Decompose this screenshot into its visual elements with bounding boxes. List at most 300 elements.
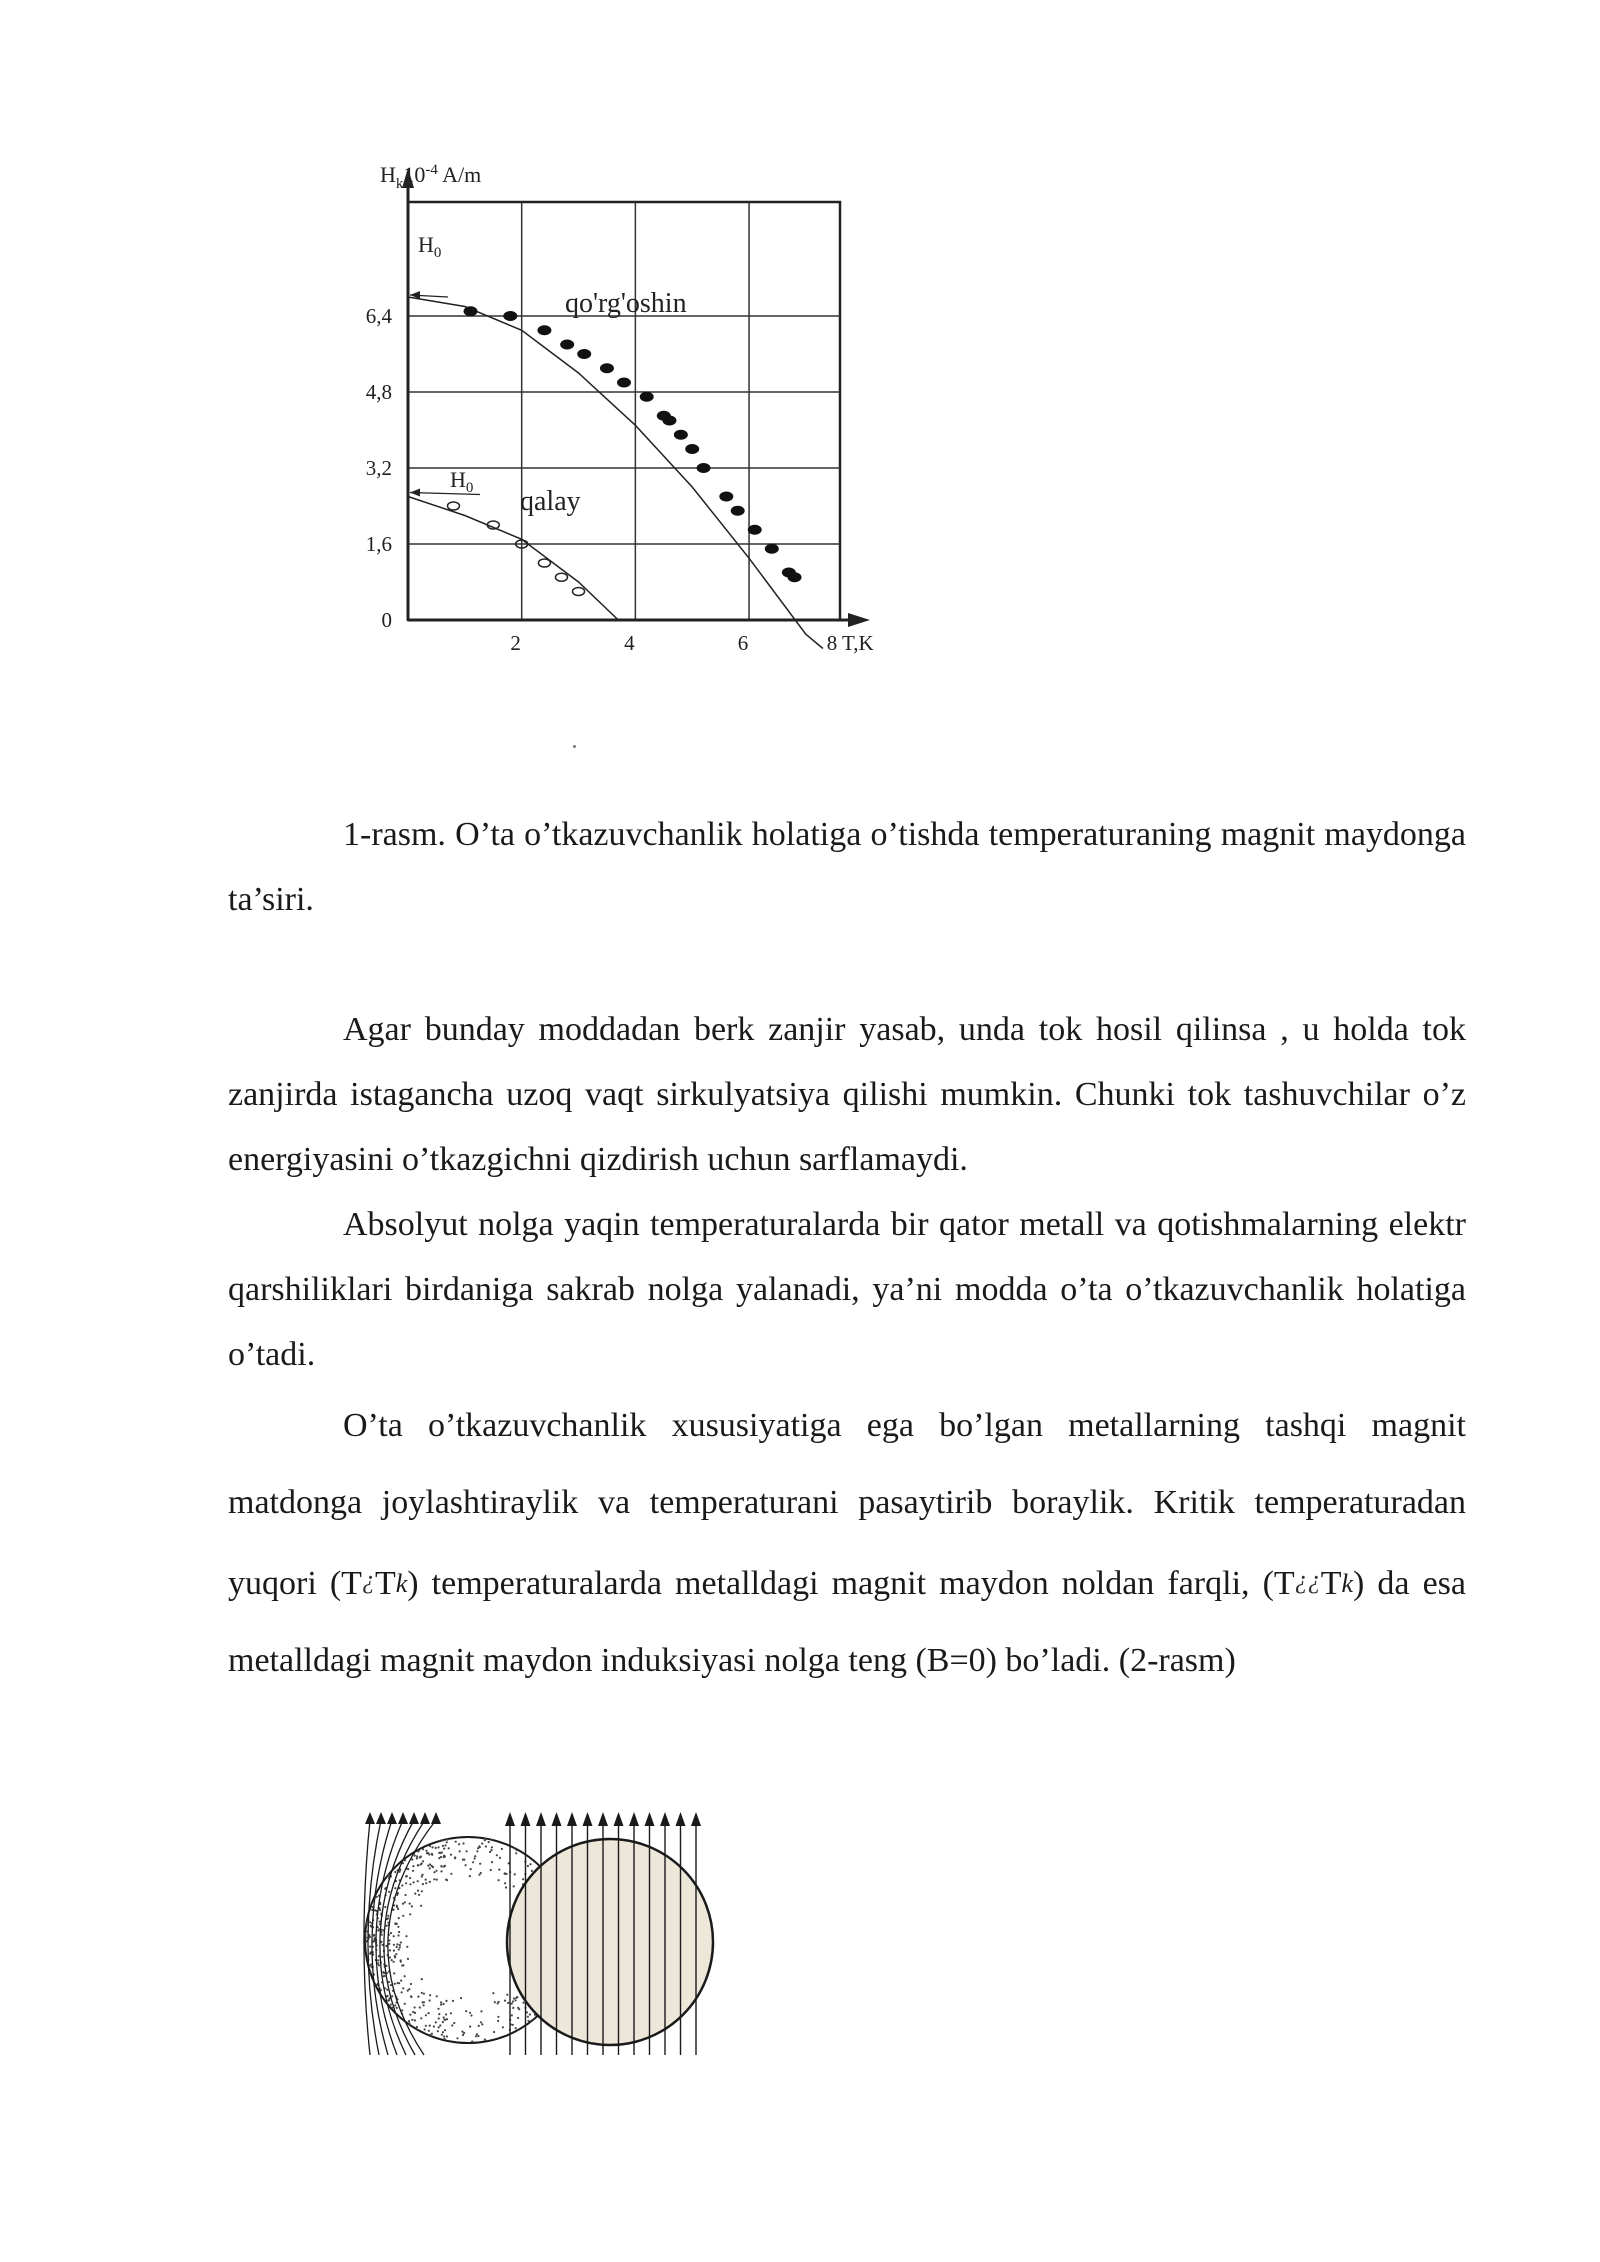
stipple-dot xyxy=(443,2036,445,2038)
field-arrow xyxy=(521,1812,531,1826)
stipple-dot xyxy=(390,2004,392,2006)
stipple-dot xyxy=(438,2026,440,2028)
stipple-dot xyxy=(445,1879,447,1881)
data-point-open xyxy=(555,573,567,581)
series-label-tin: qalay xyxy=(520,486,581,517)
stipple-dot xyxy=(462,2034,464,2036)
stipple-dot xyxy=(410,1996,412,1998)
stipple-dot xyxy=(438,2017,440,2019)
stipple-dot xyxy=(407,1868,409,1870)
stipple-dot xyxy=(507,2002,509,2004)
stipple-dot xyxy=(417,1864,419,1866)
stipple-dot xyxy=(404,1901,406,1903)
stipple-dot xyxy=(412,1870,414,1872)
stipple-dot xyxy=(424,2028,426,2030)
stipple-dot xyxy=(388,1939,390,1941)
stipple-dot xyxy=(421,1992,423,1994)
stipple-dot xyxy=(402,1915,404,1917)
data-point-filled xyxy=(697,463,711,473)
stipple-dot xyxy=(527,2016,529,2018)
stipple-dot xyxy=(513,1847,515,1849)
field-arrow xyxy=(645,1812,655,1826)
stipple-dot xyxy=(412,1865,414,1867)
figure-1-caption xyxy=(228,802,1466,932)
field-arrow xyxy=(505,1812,515,1826)
stipple-dot xyxy=(506,1994,508,1996)
series-curve xyxy=(408,297,823,649)
stipple-dot xyxy=(476,2033,478,2035)
stipple-dot xyxy=(413,1881,415,1883)
stipple-dot xyxy=(395,1953,397,1955)
stipple-dot xyxy=(397,1926,399,1928)
stipple-dot xyxy=(402,1903,404,1905)
stipple-dot xyxy=(412,2011,414,2013)
stipple-dot xyxy=(425,1850,427,1852)
stipple-dot xyxy=(478,2025,480,2027)
stipple-dot xyxy=(405,1935,407,1937)
data-point-filled xyxy=(503,311,517,321)
stipple-dot xyxy=(423,2001,425,2003)
stipple-dot xyxy=(397,1892,399,1894)
stipple-dot xyxy=(429,1845,431,1847)
stipple-dot xyxy=(443,2019,445,2021)
stipple-dot xyxy=(452,2000,454,2002)
stipple-dot xyxy=(442,1845,444,1847)
stipple-dot xyxy=(409,1903,411,1905)
stipple-dot xyxy=(369,1971,371,1973)
stipple-dot xyxy=(388,1891,390,1893)
stipple-dot xyxy=(421,1890,423,1892)
figure-1-chart xyxy=(350,160,910,670)
stipple-dot xyxy=(377,1962,379,1964)
stipple-dot xyxy=(474,1857,476,1859)
data-point-filled xyxy=(617,378,631,388)
stray-dot xyxy=(573,745,576,748)
stipple-dot xyxy=(365,1937,367,1939)
data-point-filled xyxy=(464,306,478,316)
stipple-dot xyxy=(381,1934,383,1936)
stipple-dot xyxy=(425,2014,427,2016)
stipple-dot xyxy=(394,1922,396,1924)
paragraph-2: Absolyut nolga yaqin temperaturalarda bir qator metall va qotishmalarning elektr qarshiliklari birdaniga sakrab nolga yalanadi, ya’ni modda o’ta o’tkazuvchanlik holatiga o’tadi. xyxy=(228,1206,1466,1373)
stipple-dot xyxy=(373,1935,375,1937)
stipple-dot xyxy=(423,2004,425,2006)
paragraph-3 xyxy=(228,1387,1466,1699)
stipple-dot xyxy=(484,1838,486,1840)
field-arrow xyxy=(431,1812,441,1824)
stipple-dot xyxy=(491,1861,493,1863)
stipple-dot xyxy=(404,1859,406,1861)
stipple-dot xyxy=(397,1934,399,1936)
stipple-dot xyxy=(491,1839,493,1841)
stipple-dot xyxy=(390,1932,392,1934)
stipple-dot xyxy=(393,1935,395,1937)
stipple-dot xyxy=(501,1848,503,1850)
stipple-dot xyxy=(369,1946,371,1948)
stipple-dot xyxy=(522,1878,524,1880)
stipple-dot xyxy=(444,1855,446,1857)
data-point-filled xyxy=(731,506,745,516)
stipple-dot xyxy=(448,1847,450,1849)
stipple-dot xyxy=(396,1943,398,1945)
stipple-dot xyxy=(512,2024,514,2026)
stipple-dot xyxy=(514,1873,516,1875)
stipple-dot xyxy=(411,2019,413,2021)
stipple-dot xyxy=(531,1870,533,1872)
stipple-dot xyxy=(400,1941,402,1943)
stipple-dot xyxy=(494,2001,496,2003)
stipple-dot xyxy=(446,2018,448,2020)
data-point-filled xyxy=(640,392,654,402)
stipple-dot xyxy=(465,1864,467,1866)
stipple-dot xyxy=(414,1893,416,1895)
stipple-dot xyxy=(476,1850,478,1852)
stipple-dot xyxy=(477,1847,479,1849)
field-arrow xyxy=(583,1812,593,1826)
stipple-dot xyxy=(398,1917,400,1919)
stipple-dot xyxy=(470,1868,472,1870)
x-tick-label: 2 xyxy=(510,631,521,655)
stipple-dot xyxy=(420,2017,422,2019)
stipple-dot xyxy=(481,1842,483,1844)
stipple-dot xyxy=(513,1885,515,1887)
y-tick-label: 1,6 xyxy=(365,532,392,556)
stipple-dot xyxy=(387,1874,389,1876)
stipple-dot xyxy=(431,1853,433,1855)
stipple-dot xyxy=(479,1863,481,1865)
stipple-dot xyxy=(410,1983,412,1985)
stipple-dot xyxy=(409,1877,411,1879)
stipple-dot xyxy=(394,1871,396,1873)
stipple-dot xyxy=(488,1841,490,1843)
data-point-filled xyxy=(577,349,591,359)
data-point-filled xyxy=(662,416,676,426)
stipple-dot xyxy=(416,2026,418,2028)
stipple-dot xyxy=(428,2012,430,2014)
stipple-dot xyxy=(384,1906,386,1908)
stipple-dot xyxy=(450,2012,452,2014)
stipple-dot xyxy=(465,2010,467,2012)
stipple-dot xyxy=(382,1971,384,1973)
stipple-dot xyxy=(408,2022,410,2024)
stipple-dot xyxy=(407,1990,409,1992)
stipple-dot xyxy=(398,1948,400,1950)
stipple-dot xyxy=(512,2007,514,2009)
stipple-dot xyxy=(438,1852,440,1854)
stipple-dot xyxy=(416,1855,418,1857)
stipple-dot xyxy=(418,1894,420,1896)
garbled-symbol-1: ¿ xyxy=(361,1565,375,1594)
stipple-dot xyxy=(436,1995,438,1997)
stipple-dot xyxy=(446,1839,448,1841)
stipple-dot xyxy=(389,1956,391,1958)
stipple-dot xyxy=(450,1873,452,1875)
x-tick-label: 6 xyxy=(737,631,749,655)
stipple-dot xyxy=(435,1870,437,1872)
stipple-dot xyxy=(414,2006,416,2008)
data-point-filled xyxy=(719,492,733,502)
stipple-dot xyxy=(444,2038,446,2040)
stipple-dot xyxy=(515,2027,517,2029)
stipple-dot xyxy=(399,1946,401,1948)
field-arrow xyxy=(398,1812,408,1824)
stipple-dot xyxy=(437,2008,439,2010)
body-text xyxy=(228,997,1466,1699)
data-point-open xyxy=(447,502,459,510)
field-arrow xyxy=(376,1812,386,1824)
p3-part-c: ) temperaturalarda metalldagi magnit maydon noldan farqli, (T xyxy=(407,1565,1295,1602)
data-point-open xyxy=(538,559,550,567)
stipple-dot xyxy=(401,1991,403,1993)
stipple-dot xyxy=(409,1913,411,1915)
stipple-dot xyxy=(504,1882,506,1884)
stipple-dot xyxy=(417,1850,419,1852)
series-label-lead: qo'rg'oshin xyxy=(565,288,687,319)
stipple-dot xyxy=(515,1997,517,1999)
stipple-dot xyxy=(428,1853,430,1855)
stipple-dot xyxy=(497,2002,499,2004)
stipple-dot xyxy=(440,2004,442,2006)
stipple-dot xyxy=(511,2003,513,2005)
field-arrow xyxy=(691,1812,701,1826)
stipple-dot xyxy=(442,2031,444,2033)
stipple-dot xyxy=(441,2034,443,2036)
field-arrow xyxy=(598,1812,608,1826)
stipple-dot xyxy=(422,1860,424,1862)
stipple-dot xyxy=(414,1855,416,1857)
stipple-dot xyxy=(440,1870,442,1872)
stipple-dot xyxy=(425,2025,427,2027)
stipple-dot xyxy=(393,1961,395,1963)
stipple-dot xyxy=(407,1958,409,1960)
field-arrow xyxy=(409,1812,419,1824)
stipple-dot xyxy=(438,2013,440,2015)
data-point-filled xyxy=(765,544,779,554)
stipple-dot xyxy=(420,1905,422,1907)
stipple-dot xyxy=(433,2025,435,2027)
stipple-dot xyxy=(426,1852,428,1854)
stipple-dot xyxy=(480,2021,482,2023)
stipple-dot xyxy=(462,1859,464,1861)
stipple-dot xyxy=(436,1879,438,1881)
stipple-dot xyxy=(489,1851,491,1853)
stipple-dot xyxy=(527,2020,529,2022)
p3-part-a: O’ta o’tkazuvchanlik xususiyatiga ega bo’lgan metallarning tashqi magnit matdonga joylashtiraylik va temperaturani pasaytirib boraylik. Kritik temperaturadan yuqori (T xyxy=(228,1407,1466,1602)
stipple-dot xyxy=(377,1959,379,1961)
stipple-dot xyxy=(502,2026,504,2028)
stipple-dot xyxy=(409,1883,411,1885)
stipple-dot xyxy=(516,1849,518,1851)
p3-part-b: T xyxy=(374,1565,396,1602)
stipple-dot xyxy=(440,2001,442,2003)
stipple-dot xyxy=(417,1996,419,1998)
garbled-symbol-2: ¿¿ xyxy=(1294,1565,1321,1594)
stipple-dot xyxy=(429,1994,431,1996)
stipple-dot xyxy=(446,1841,448,1843)
y-axis-label: $H_k10^{-4}$ A/m xyxy=(380,162,482,192)
stipple-dot xyxy=(397,1982,399,1984)
h0-label-tin: $H_0$ xyxy=(450,467,474,496)
stipple-dot xyxy=(401,2009,403,2011)
stipple-dot xyxy=(454,1856,456,1858)
series-curve xyxy=(408,497,618,621)
data-point-filled xyxy=(685,444,699,454)
stipple-dot xyxy=(511,2014,513,2016)
subscript-k-1: k xyxy=(395,1569,408,1598)
stipple-dot xyxy=(497,2020,499,2022)
stipple-dot xyxy=(420,1856,422,1858)
field-arrow xyxy=(629,1812,639,1826)
stipple-dot xyxy=(406,1946,408,1948)
stipple-dot xyxy=(394,2004,396,2006)
stipple-dot xyxy=(421,1874,423,1876)
stipple-dot xyxy=(394,1955,396,1957)
stipple-dot xyxy=(429,1999,431,2001)
stipple-dot xyxy=(417,1880,419,1882)
stipple-dot xyxy=(429,2034,431,2036)
stipple-dot xyxy=(381,1956,383,1958)
stipple-dot xyxy=(442,2021,444,2023)
stipple-dot xyxy=(396,2007,398,2009)
stipple-dot xyxy=(437,2030,439,2032)
stipple-dot xyxy=(439,2024,441,2026)
stipple-dot xyxy=(416,1857,418,1859)
stipple-dot xyxy=(402,1987,404,1989)
stipple-dot xyxy=(505,1873,507,1875)
stipple-dot xyxy=(404,1894,406,1896)
sphere-filled xyxy=(507,1839,713,2045)
stipple-dot xyxy=(444,1865,446,1867)
stipple-dot xyxy=(529,1863,531,1865)
stipple-dot xyxy=(393,1972,395,1974)
stipple-dot xyxy=(513,1997,515,1999)
stipple-dot xyxy=(419,2006,421,2008)
data-point-filled xyxy=(788,572,802,582)
stipple-dot xyxy=(408,2020,410,2022)
y-tick-label: 4,8 xyxy=(365,380,392,404)
field-arrow xyxy=(387,1812,397,1824)
stipple-dot xyxy=(475,2035,477,2037)
stipple-dot xyxy=(417,1890,419,1892)
stipple-dot xyxy=(385,1945,387,1947)
stipple-dot xyxy=(515,1999,517,2001)
stipple-dot xyxy=(450,1854,452,1856)
plot-frame xyxy=(408,202,840,620)
stipple-dot xyxy=(398,1931,400,1933)
stipple-dot xyxy=(490,1849,492,1851)
stipple-dot xyxy=(443,2016,445,2018)
stipple-dot xyxy=(422,1848,424,1850)
stipple-dot xyxy=(391,1959,393,1961)
stipple-dot xyxy=(396,1905,398,1907)
y-tick-label: 0 xyxy=(381,608,392,632)
stipple-dot xyxy=(402,1964,404,1966)
stipple-dot xyxy=(386,1925,388,1927)
h0-label-lead: $H_0$ xyxy=(418,232,442,261)
stipple-dot xyxy=(393,1950,395,1952)
stipple-dot xyxy=(444,2029,446,2031)
stipple-dot xyxy=(393,1944,395,1946)
stipple-dot xyxy=(442,1839,444,1841)
data-point-open xyxy=(573,588,585,596)
stipple-dot xyxy=(404,2003,406,2005)
stipple-dot xyxy=(478,1874,480,1876)
stipple-dot xyxy=(478,1845,480,1847)
stipple-dot xyxy=(369,1921,371,1923)
stipple-dot xyxy=(460,1997,462,1999)
paragraph-1: Agar bunday moddadan berk zanjir yasab, unda tok hosil qilinsa , u holda tok zanjirda istagancha uzoq vaqt sirkulyatsiya qilishi mumkin. Chunki tok tashuvchilar o’z energiyasini o’tkazgichni qizdirish uchun sarflamaydi. xyxy=(228,1011,1466,1178)
stipple-dot xyxy=(527,1865,529,1867)
stipple-dot xyxy=(366,1921,368,1923)
stipple-dot xyxy=(379,1921,381,1923)
stipple-dot xyxy=(421,1862,423,1864)
stipple-dot xyxy=(437,1846,439,1848)
field-arrow xyxy=(552,1812,562,1826)
stipple-dot xyxy=(411,1905,413,1907)
stipple-dot xyxy=(429,2025,431,2027)
stipple-dot xyxy=(404,1975,406,1977)
x-axis-arrow xyxy=(848,613,870,627)
stipple-dot xyxy=(492,1992,494,1994)
stipple-dot xyxy=(446,2035,448,2037)
stipple-dot xyxy=(442,2003,444,2005)
stipple-dot xyxy=(469,2012,471,2014)
stipple-dot xyxy=(394,1887,396,1889)
stipple-dot xyxy=(472,1861,474,1863)
stipple-dot xyxy=(453,2022,455,2024)
stipple-dot xyxy=(505,1886,507,1888)
h0-pointer-arrow xyxy=(410,489,420,497)
stipple-dot xyxy=(385,1965,387,1967)
stipple-dot xyxy=(425,1882,427,1884)
stipple-dot xyxy=(394,1983,396,1985)
stipple-dot xyxy=(405,1875,407,1877)
stipple-dot xyxy=(529,2013,531,2015)
stipple-dot xyxy=(498,1879,500,1881)
stipple-dot xyxy=(399,1944,401,1946)
data-point-filled xyxy=(537,325,551,335)
field-arrow xyxy=(614,1812,624,1826)
stipple-dot xyxy=(480,2010,482,2012)
stipple-dot xyxy=(441,1865,443,1867)
stipple-dot xyxy=(499,1857,501,1859)
stipple-dot xyxy=(435,2021,437,2023)
stipple-dot xyxy=(387,1999,389,2001)
stipple-dot xyxy=(433,1878,435,1880)
stipple-dot xyxy=(498,1869,500,1871)
stipple-dot xyxy=(391,1995,393,1997)
subscript-k-2: k xyxy=(1341,1569,1354,1598)
stipple-dot xyxy=(401,1884,403,1886)
field-arrow xyxy=(365,1812,375,1824)
p3-part-e: ) da esa metalldagi magnit maydon induksiyasi nolga teng (B=0) bo’ladi. (2-rasm) xyxy=(228,1565,1467,1679)
stipple-dot xyxy=(477,2035,479,2037)
stipple-dot xyxy=(378,1964,380,1966)
data-point-filled xyxy=(674,430,688,440)
stipple-dot xyxy=(433,1871,435,1873)
stipple-dot xyxy=(518,2008,520,2010)
field-arrow xyxy=(420,1812,430,1824)
stipple-dot xyxy=(389,1949,391,1951)
stipple-dot xyxy=(504,2000,506,2002)
x-axis-label: T,K xyxy=(842,631,874,655)
critical-field-chart xyxy=(350,160,910,670)
stipple-dot xyxy=(484,2038,486,2040)
stipple-dot xyxy=(469,1875,471,1877)
data-point-filled xyxy=(560,340,574,350)
stipple-dot xyxy=(491,1846,493,1848)
stipple-dot xyxy=(435,1847,437,1849)
